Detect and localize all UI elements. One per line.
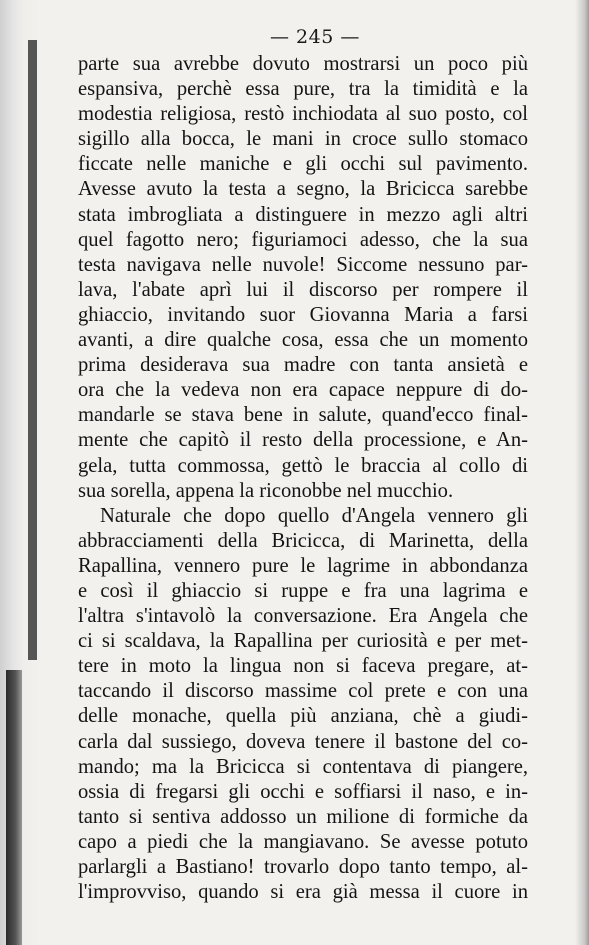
text-line: stata imbrogliata a distinguere in mezzo agli altri [78, 203, 528, 226]
text-line: ossia di fregarsi gli occhi e soffiarsi il naso, e in- [78, 780, 528, 803]
text-line: gela, tutta commossa, gettò le braccia al collo di [78, 454, 528, 477]
text-line: taccando il discorso massime col prete e con una [78, 680, 528, 703]
text-line: ghiaccio, invitando suor Giovanna Maria a farsi [78, 303, 528, 326]
text-line: l'altra s'intavolò la conversazione. Era Angela che [78, 605, 528, 628]
text-line: mandarle se stava bene in salute, quand'ecco final- [78, 404, 528, 427]
text-line: delle monache, quella più anziana, chè a giudi- [78, 705, 528, 728]
text-line: espansiva, perchè essa pure, tra la timidità e la [78, 78, 528, 101]
text-line: sua sorella, appena la riconobbe nel mucchio. [78, 479, 454, 502]
text-line: parlargli a Bastiano! trovarlo dopo tanto tempo, al- [78, 856, 528, 878]
text-line: sigillo alla bocca, le mani in croce sullo stomaco [78, 128, 528, 151]
text-line: mando; ma la Bricicca si contentava di piangere, [78, 755, 528, 778]
text-line: ficcate nelle maniche e gli occhi sul pavimento. [78, 153, 528, 176]
body-text [78, 52, 528, 905]
text-line: carla dal sussiego, doveva tenere il bastone del co- [78, 730, 528, 753]
text-line: Rapallina, vennero pure le lagrime in abbondanza [78, 554, 528, 577]
text-line: Avesse avuto la testa a segno, la Bricicca sarebbe [78, 178, 528, 201]
text-line: abbracciamenti della Bricicca, di Marinetta, della [78, 529, 528, 552]
text-line: parte sua avrebbe dovuto mostrarsi un poco più [78, 53, 528, 75]
text-line: tere in moto la lingua non si faceva pregare, at- [78, 655, 528, 678]
page-right-edge-shadow [575, 0, 589, 945]
text-line: tanto si sentiva addosso un milione di formiche da [78, 805, 528, 828]
text-line: l'improvviso, quando si era già messa il cuore in [78, 881, 528, 904]
text-line: capo a piedi che la mangiavano. Se avesse potuto [78, 830, 528, 853]
page-number: — 245 — [270, 26, 360, 48]
text-line: lava, l'abate aprì lui il discorso per rompere il [78, 278, 528, 301]
text-line: avanti, a dire qualche cosa, essa che un momento [78, 329, 528, 352]
text-line: testa navigava nelle nuvole! Siccome nessuno par- [78, 253, 528, 276]
text-line: Naturale che dopo quello d'Angela vennero gli [100, 504, 528, 527]
text-line: mente che capitò il resto della processione, e An- [78, 429, 528, 452]
text-line: e così il ghiaccio si ruppe e fra una lagrima e [78, 579, 528, 602]
text-line: ci si scaldava, la Rapallina per curiosità e per met- [78, 630, 528, 653]
text-line: prima desiderava sua madre con tanta ansietà e [78, 354, 528, 377]
paragraph [78, 504, 528, 906]
text-line: modestia religiosa, restò inchiodata al suo posto, col [78, 103, 528, 126]
binding-edge-mark-lower [6, 670, 22, 945]
text-line: quel fagotto nero; figuriamoci adesso, che la sua [78, 228, 528, 251]
text-line: ora che la vedeva non era capace neppure di do- [78, 379, 528, 402]
binding-edge-mark [28, 40, 37, 660]
paragraph [78, 52, 528, 504]
